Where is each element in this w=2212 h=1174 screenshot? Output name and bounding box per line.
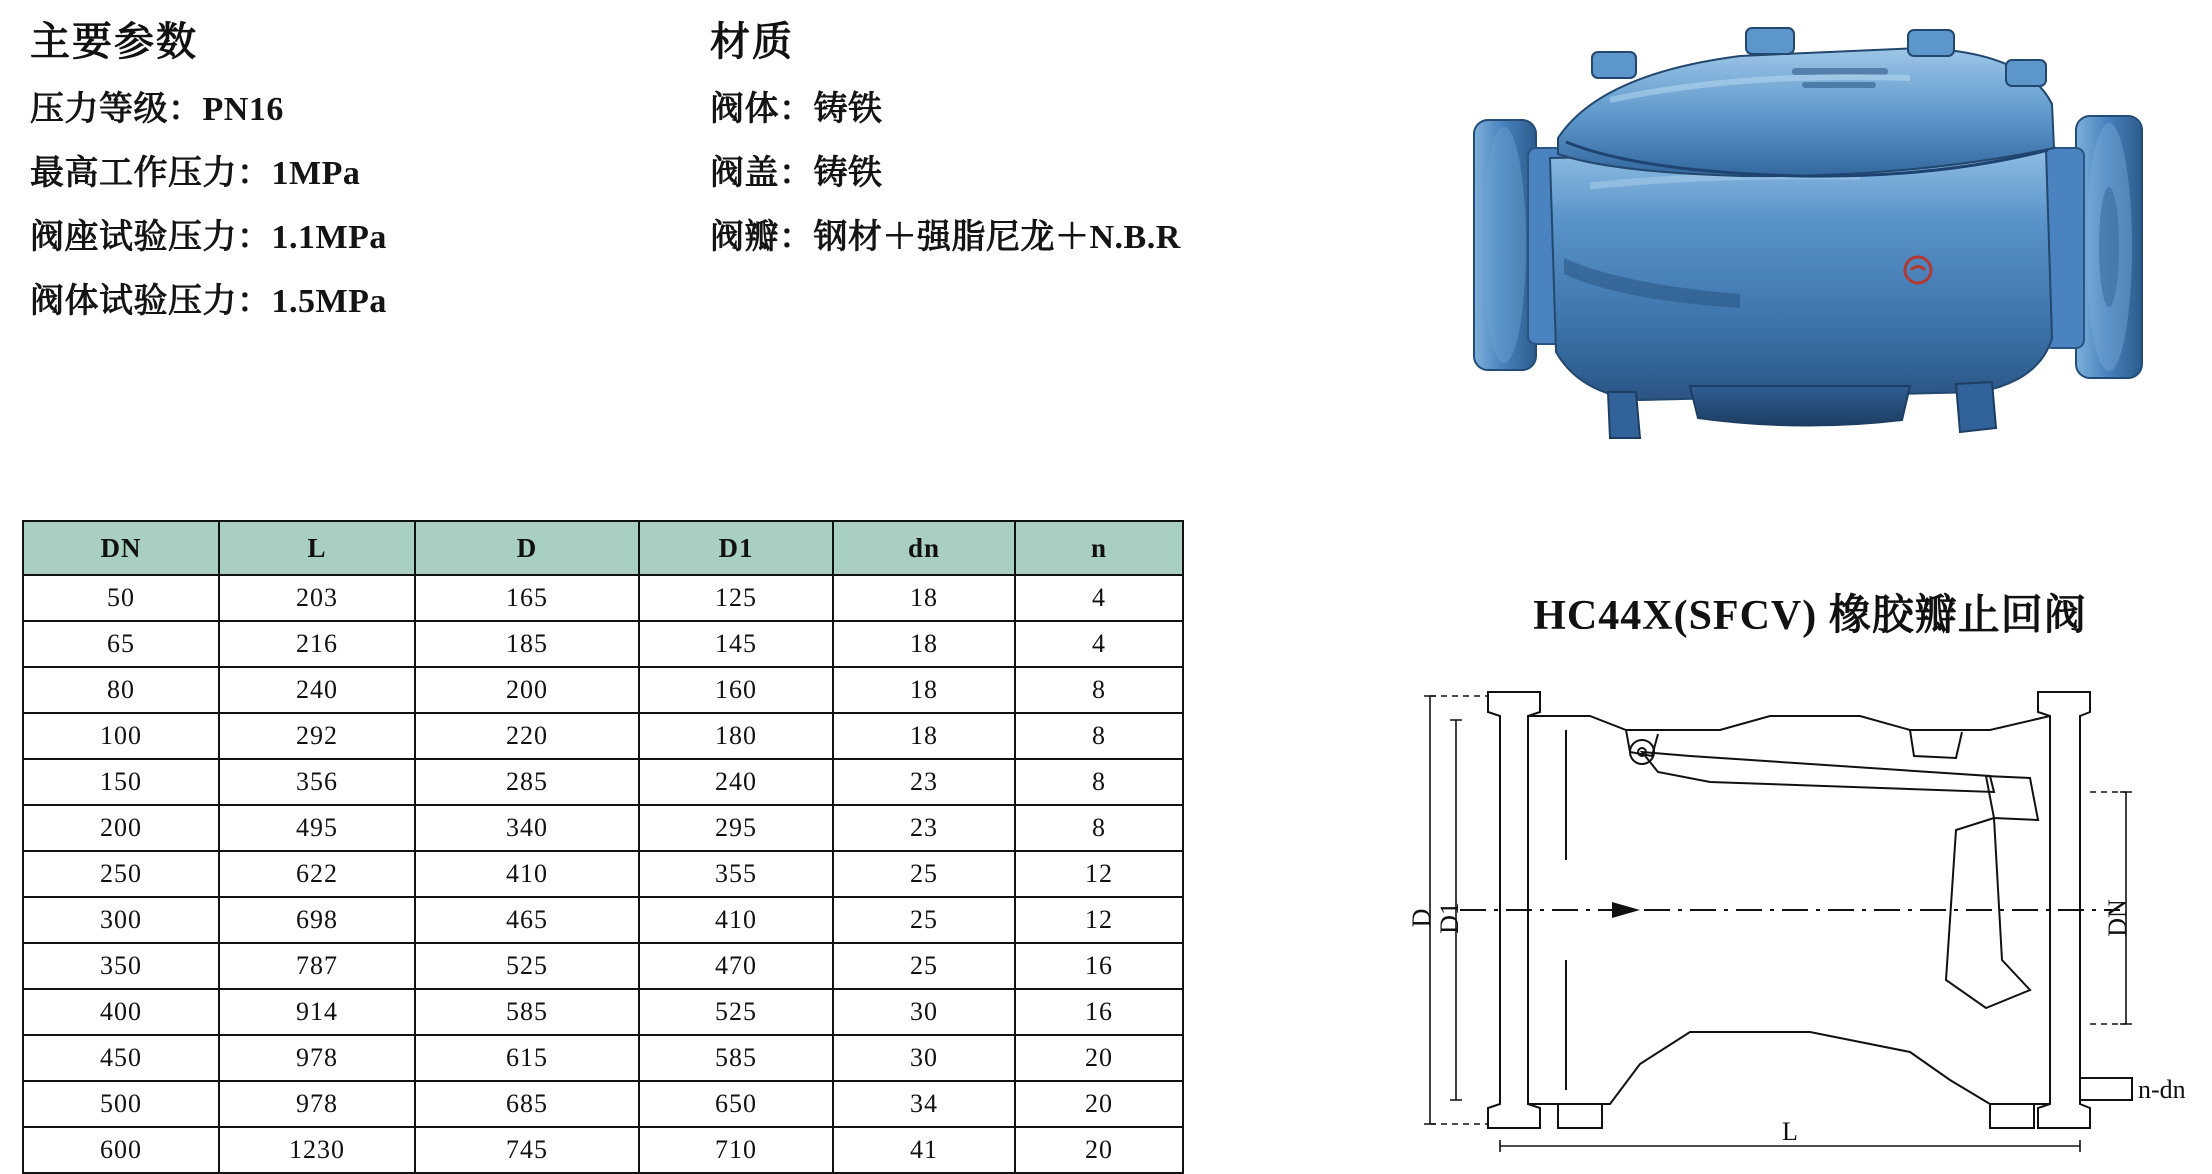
valve-bonnet-cap	[1558, 28, 2054, 176]
table-cell: 18	[833, 713, 1015, 759]
table-cell: 12	[1015, 851, 1183, 897]
table-cell: 710	[639, 1127, 833, 1173]
table-cell: 8	[1015, 805, 1183, 851]
parameter-row-pressure-rating	[30, 93, 690, 127]
parameter-label-pressure-rating: 压力等级：	[30, 91, 203, 128]
drawing-label-d1: D1	[1435, 902, 1464, 934]
table-cell: 34	[833, 1081, 1015, 1127]
table-cell: 65	[23, 621, 219, 667]
material-title: 材质	[710, 19, 794, 64]
table-cell: 25	[833, 851, 1015, 897]
material-row-bonnet	[710, 157, 1390, 191]
table-row	[23, 1127, 1183, 1173]
table-cell: 200	[23, 805, 219, 851]
valve-product-photo	[1440, 8, 2180, 548]
table-cell: 25	[833, 897, 1015, 943]
table-header-d: D	[415, 521, 639, 575]
parameter-row-seat-test-pressure	[30, 221, 690, 255]
parameter-row-body-test-pressure	[30, 285, 690, 319]
table-cell: 615	[415, 1035, 639, 1081]
material-value-bonnet: 铸铁	[813, 155, 883, 192]
table-cell: 292	[219, 713, 415, 759]
table-cell: 30	[833, 989, 1015, 1035]
table-cell: 50	[23, 575, 219, 621]
table-cell: 685	[415, 1081, 639, 1127]
drawing-label-dn: DN	[2103, 899, 2132, 937]
table-header-dn-small: dn	[833, 521, 1015, 575]
table-cell: 25	[833, 943, 1015, 989]
table-cell: 410	[639, 897, 833, 943]
table-cell: 8	[1015, 759, 1183, 805]
table-header-d1: D1	[639, 521, 833, 575]
table-cell: 350	[23, 943, 219, 989]
table-cell: 525	[639, 989, 833, 1035]
table-header-dn: DN	[23, 521, 219, 575]
material-row-disc	[710, 221, 1390, 255]
drawing-label-d: D	[1407, 908, 1436, 928]
table-row	[23, 943, 1183, 989]
dimension-table-wrapper	[22, 520, 1182, 1174]
table-cell: 4	[1015, 621, 1183, 667]
table-cell: 300	[23, 897, 219, 943]
parameter-value-max-working-pressure: 1MPa	[271, 155, 361, 192]
material-column	[710, 10, 1390, 285]
table-cell: 12	[1015, 897, 1183, 943]
table-cell: 185	[415, 621, 639, 667]
dimension-table-body	[23, 575, 1183, 1173]
table-row	[23, 851, 1183, 897]
drawing-label-n-dn: n-dn	[2138, 1075, 2186, 1104]
table-cell: 295	[639, 805, 833, 851]
table-header-row	[23, 521, 1183, 575]
table-cell: 80	[23, 667, 219, 713]
table-cell: 240	[219, 667, 415, 713]
table-cell: 165	[415, 575, 639, 621]
material-label-body: 阀体：	[710, 91, 814, 128]
table-cell: 216	[219, 621, 415, 667]
table-cell: 23	[833, 805, 1015, 851]
parameter-row-max-working-pressure	[30, 157, 690, 191]
parameter-label-max-working-pressure: 最高工作压力：	[30, 155, 272, 192]
table-cell: 650	[639, 1081, 833, 1127]
table-cell: 18	[833, 621, 1015, 667]
table-row	[23, 621, 1183, 667]
table-cell: 978	[219, 1081, 415, 1127]
table-cell: 160	[639, 667, 833, 713]
table-cell: 30	[833, 1035, 1015, 1081]
table-cell: 145	[639, 621, 833, 667]
table-cell: 355	[639, 851, 833, 897]
table-cell: 16	[1015, 989, 1183, 1035]
valve-right-flange	[2044, 116, 2142, 378]
material-value-body: 铸铁	[813, 91, 883, 128]
table-row	[23, 805, 1183, 851]
table-cell: 600	[23, 1127, 219, 1173]
table-cell: 8	[1015, 667, 1183, 713]
table-row	[23, 667, 1183, 713]
table-cell: 622	[219, 851, 415, 897]
table-header-n: n	[1015, 521, 1183, 575]
table-cell: 465	[415, 897, 639, 943]
material-row-body	[710, 93, 1390, 127]
table-cell: 18	[833, 667, 1015, 713]
table-cell: 23	[833, 759, 1015, 805]
parameter-value-pressure-rating: PN16	[202, 91, 284, 128]
main-parameters-title: 主要参数	[30, 19, 198, 64]
material-value-disc: 钢材＋强脂尼龙＋N.B.R	[813, 219, 1181, 256]
table-cell: 220	[415, 713, 639, 759]
table-cell: 470	[639, 943, 833, 989]
dimension-table	[22, 520, 1184, 1174]
table-cell: 4	[1015, 575, 1183, 621]
table-cell: 180	[639, 713, 833, 759]
parameter-value-body-test-pressure: 1.5MPa	[271, 283, 387, 320]
table-row	[23, 1035, 1183, 1081]
table-cell: 495	[219, 805, 415, 851]
table-cell: 20	[1015, 1127, 1183, 1173]
table-cell: 250	[23, 851, 219, 897]
table-row	[23, 759, 1183, 805]
table-cell: 500	[23, 1081, 219, 1127]
material-label-bonnet: 阀盖：	[710, 155, 814, 192]
table-cell: 400	[23, 989, 219, 1035]
table-cell: 18	[833, 575, 1015, 621]
table-cell: 200	[415, 667, 639, 713]
table-row	[23, 575, 1183, 621]
table-cell: 20	[1015, 1035, 1183, 1081]
table-row	[23, 1081, 1183, 1127]
table-cell: 41	[833, 1127, 1015, 1173]
technical-drawing	[1390, 660, 2190, 1160]
table-cell: 8	[1015, 713, 1183, 759]
table-cell: 1230	[219, 1127, 415, 1173]
table-cell: 745	[415, 1127, 639, 1173]
table-cell: 285	[415, 759, 639, 805]
table-row	[23, 989, 1183, 1035]
material-label-disc: 阀瓣：	[710, 219, 814, 256]
table-cell: 585	[415, 989, 639, 1035]
table-cell: 525	[415, 943, 639, 989]
table-cell: 203	[219, 575, 415, 621]
table-cell: 356	[219, 759, 415, 805]
table-cell: 585	[639, 1035, 833, 1081]
table-header-l: L	[219, 521, 415, 575]
table-row	[23, 713, 1183, 759]
table-cell: 240	[639, 759, 833, 805]
table-cell: 914	[219, 989, 415, 1035]
valve-body	[1550, 150, 2052, 438]
product-caption: HC44X(SFCV) 橡胶瓣止回阀	[1533, 593, 2087, 639]
table-cell: 150	[23, 759, 219, 805]
table-cell: 125	[639, 575, 833, 621]
main-parameters-column	[30, 10, 690, 349]
table-cell: 20	[1015, 1081, 1183, 1127]
table-row	[23, 897, 1183, 943]
parameter-label-body-test-pressure: 阀体试验压力：	[30, 283, 272, 320]
parameter-value-seat-test-pressure: 1.1MPa	[271, 219, 387, 256]
table-cell: 16	[1015, 943, 1183, 989]
table-cell: 100	[23, 713, 219, 759]
specifications-block	[30, 10, 1390, 430]
table-cell: 340	[415, 805, 639, 851]
table-cell: 978	[219, 1035, 415, 1081]
table-cell: 698	[219, 897, 415, 943]
table-cell: 450	[23, 1035, 219, 1081]
table-cell: 787	[219, 943, 415, 989]
drawing-label-l: L	[1782, 1117, 1798, 1146]
parameter-label-seat-test-pressure: 阀座试验压力：	[30, 219, 272, 256]
table-cell: 410	[415, 851, 639, 897]
